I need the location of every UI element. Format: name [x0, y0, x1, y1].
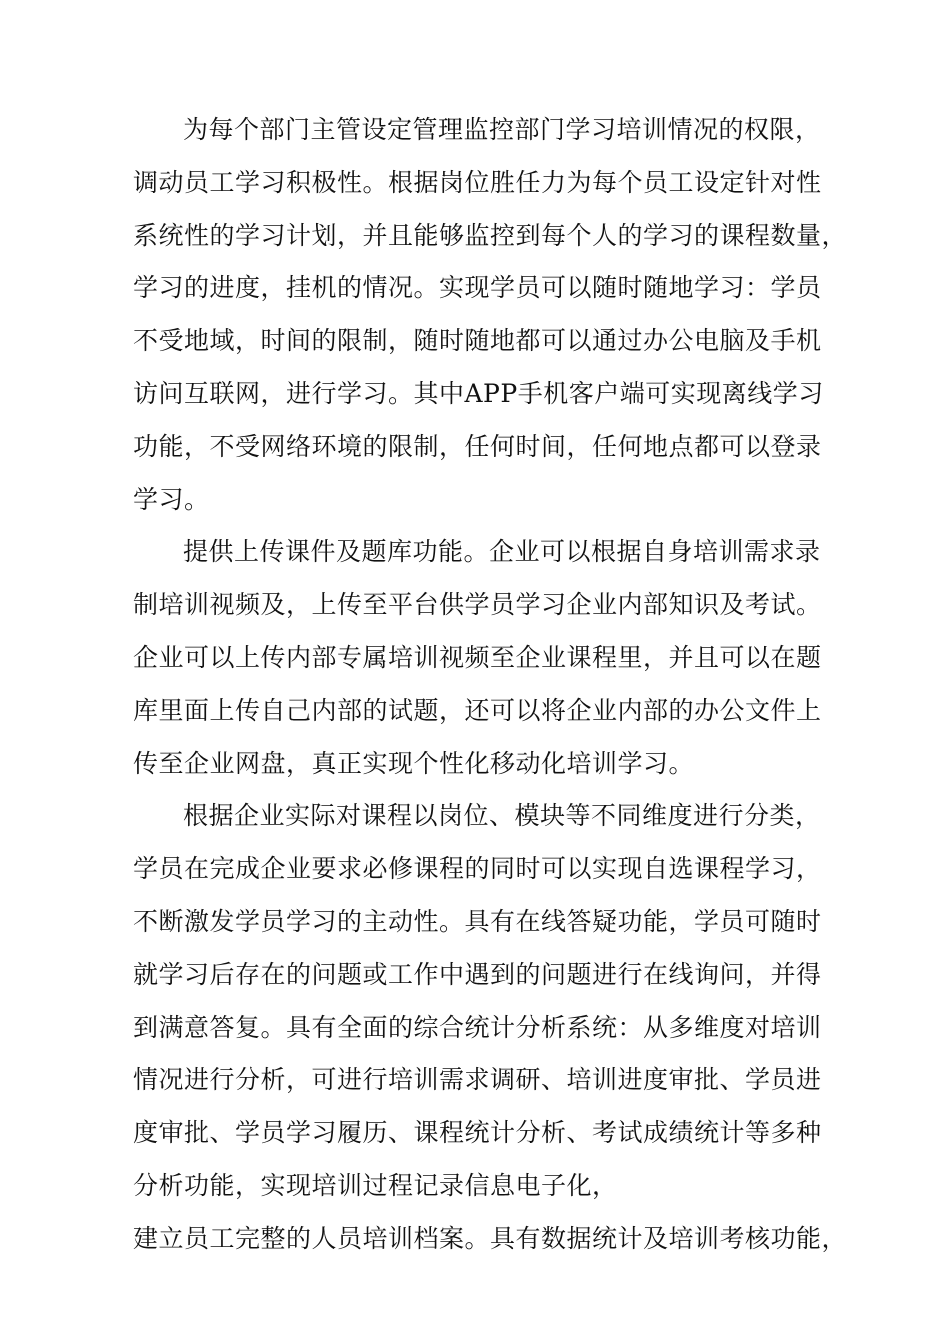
- paragraph-3-line-7: 度审批、学员学习履历、课程统计分析、考试成绩统计等多种: [133, 1118, 822, 1148]
- paragraph-1-line-2: 调动员工学习积极性。根据岗位胜任力为每个员工设定针对性: [133, 167, 822, 197]
- paragraph-1-line-8: 学习。: [133, 484, 210, 514]
- document-body: [133, 104, 848, 1266]
- paragraph-3-line-8: 分析功能，实现培训过程记录信息电子化，: [133, 1170, 618, 1200]
- paragraph-3-line-1: 根据企业实际对课程以岗位、模块等不同维度进行分类，: [183, 801, 821, 831]
- paragraph-2-line-5: 传至企业网盘，真正实现个性化移动化培训学习。: [133, 748, 695, 778]
- paragraph-2-line-4: 库里面上传自己内部的试题，还可以将企业内部的办公文件上: [133, 695, 822, 725]
- paragraph-1-line-3: 系统性的学习计划，并且能够监控到每个人的学习的课程数量，: [133, 220, 848, 250]
- paragraph-2-line-3: 企业可以上传内部专属培训视频至企业课程里，并且可以在题: [133, 642, 822, 672]
- paragraph-1-line-1: 为每个部门主管设定管理监控部门学习培训情况的权限，: [183, 115, 821, 144]
- paragraph-1-line-5: 不受地域，时间的限制，随时随地都可以通过办公电脑及手机: [133, 326, 822, 356]
- paragraph-2-line-2: 制培训视频及，上传至平台供学员学习企业内部知识及考试。: [133, 590, 822, 620]
- paragraph-3-line-3: 不断激发学员学习的主动性。具有在线答疑功能，学员可随时: [133, 906, 822, 936]
- paragraph-3-line-5: 到满意答复。具有全面的综合统计分析系统：从多维度对培训: [133, 1012, 822, 1042]
- paragraph-2-line-1: 提供上传课件及题库功能。企业可以根据自身培训需求录: [183, 537, 821, 567]
- paragraph-3-line-6: 情况进行分析，可进行培训需求调研、培训进度审批、学员进: [133, 1065, 822, 1095]
- paragraph-1-line-4: 学习的进度，挂机的情况。实现学员可以随时随地学习：学员: [133, 273, 822, 303]
- paragraph-1-line-7: 功能，不受网络环境的限制，任何时间，任何地点都可以登录: [133, 431, 822, 461]
- paragraph-3-line-2: 学员在完成企业要求必修课程的同时可以实现自选课程学习，: [133, 854, 822, 884]
- paragraph-1-line-6: 访问互联网，进行学习。其中APP手机客户端可实现离线学习: [133, 378, 824, 408]
- paragraph-3-line-4: 就学习后存在的问题或工作中遇到的问题进行在线询问，并得: [133, 959, 822, 989]
- paragraph-3-line-9: 建立员工完整的人员培训档案。具有数据统计及培训考核功能，: [133, 1223, 848, 1253]
